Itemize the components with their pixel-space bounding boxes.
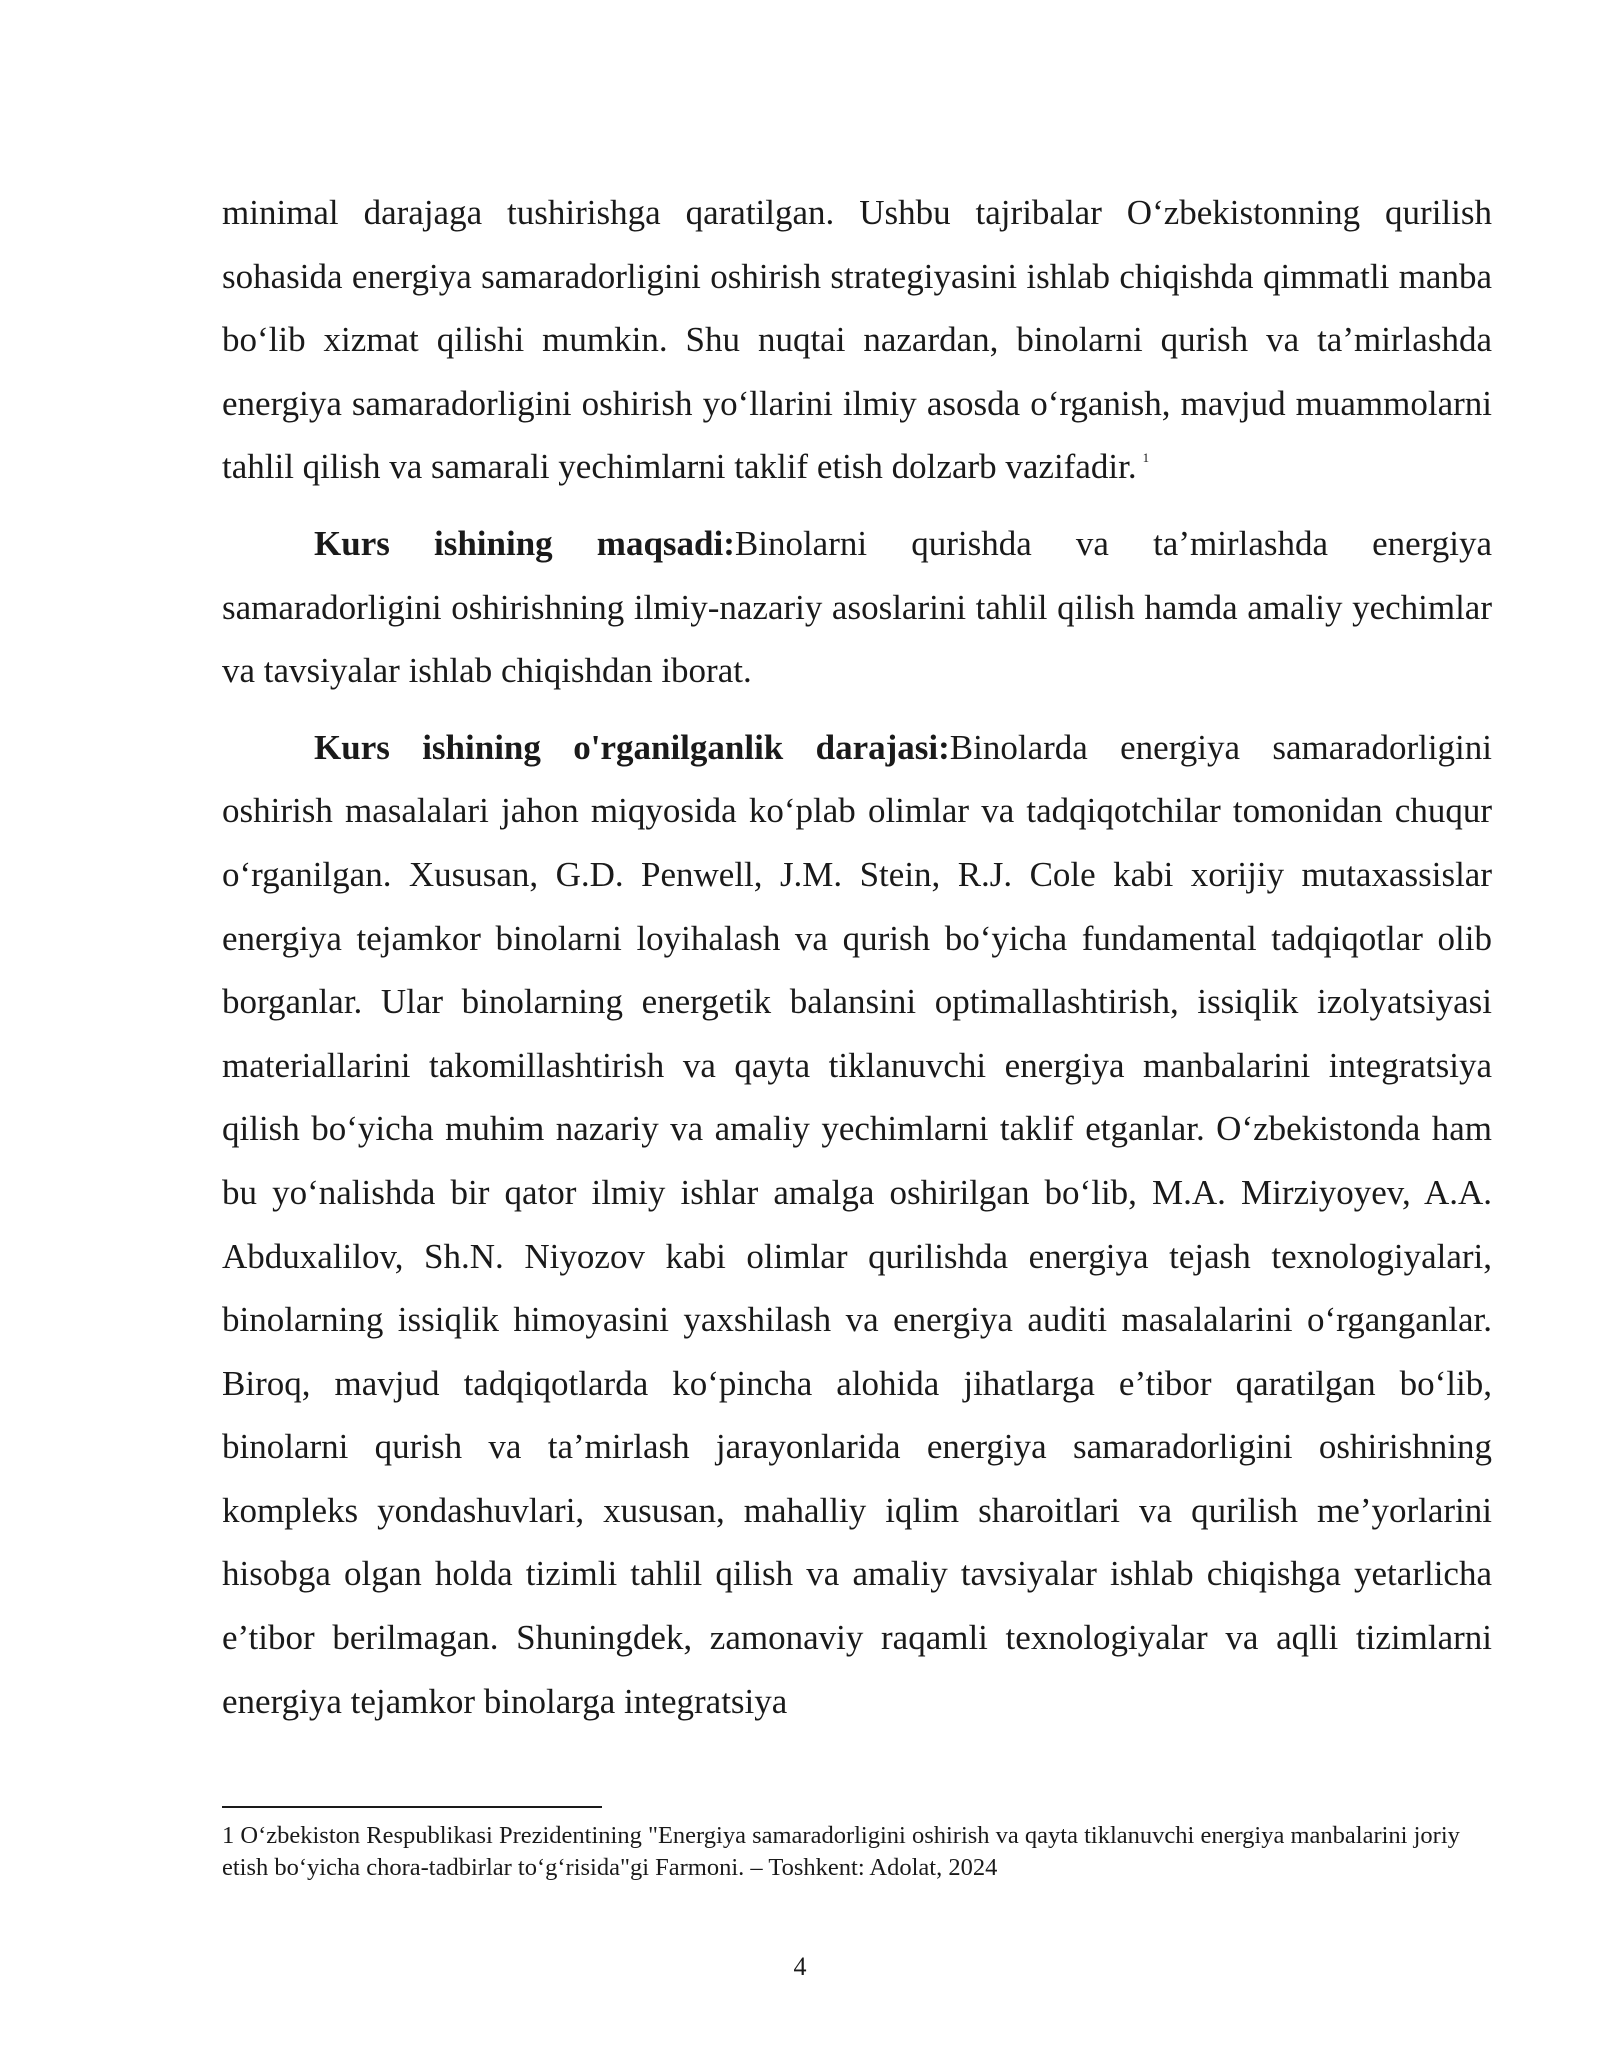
paragraph-text: Binolarda energiya samaradorligini oshirish masalalari jahon miqyosida ko‘plab olimlar va tadqiqotchilar tomonidan chuqur o‘rganilgan. Xususan, G.D. Penwell, J.M. Stein, R.J. Cole kabi xorijiy mutaxassislar energiya tejamkor binolarni loyihalash va qurish bo‘yicha fundamental tadqiqotlar olib borganlar. Ular binolarning energetik balansini optimallashtirish, issiqlik izolyatsiyasi materiallarini takomillashtirish va qayta tiklanuvchi energiya manbalarini integratsiya qilish bo‘yicha muhim nazariy va amaliy yechimlarni taklif etganlar. O‘zbekistonda ham bu yo‘nalishda bir qator ilmiy ishlar amalga oshirilgan bo‘lib, M.A. Mirziyoyev, A.A. Abduxalilov, Sh.N. Niyozov kabi olimlar qurilishda energiya tejash texnologiyalari, binolarning issiqlik himoyasini yaxshilash va energiya auditi masalalarini o‘rganganlar. Biroq, mavjud tadqiqotlarda ko‘pincha alohida jihatlarga e’tibor qaratilgan bo‘lib, binolarni qurish va ta’mirlash jarayonlarida energiya samaradorligini oshirishning kompleks yondashuvlari, xususan, mahalliy iqlim sharoitlari va qurilish me’yorlarini hisobga olgan holda tizimli tahlil qilish va amaliy tavsiyalar ishlab chiqishga yetarlicha e’tibor berilmagan. Shuningdek, zamonaviy raqamli texnologiyalar va aqlli tizimlarni energiya tejamkor binolarga integratsiya — [222, 727, 1492, 1721]
footnote-reference: 1 — [1142, 450, 1150, 466]
paragraph-continuation — [222, 181, 1492, 499]
footnote: 1 O‘zbekiston Respublikasi Prezidentining "Energiya samaradorligini oshirish va qayta tiklanuvchi energiya manbalarini joriy etish bo‘yicha chora-tadbirlar to‘g‘risida"gi Farmoni. – Toshkent: Adolat, 2024 — [222, 1822, 1460, 1881]
page-number: 4 — [793, 1952, 807, 1981]
paragraph-text: Binolarni qurishda va ta’mirlashda energiya samaradorligini oshirishning ilmiy-nazariy asoslarini tahlil qilish hamda amaliy yechimlar va tavsiyalar ishlab chiqishdan iborat. — [222, 523, 1492, 691]
inline-heading-study-level: Kurs ishining o'rganilganlik darajasi: — [314, 727, 950, 767]
paragraph-study-level — [222, 716, 1492, 1734]
body-text — [222, 181, 1492, 1746]
paragraph-goal — [222, 512, 1492, 703]
inline-heading-goal: Kurs ishining maqsadi: — [314, 523, 735, 563]
footnote-separator — [222, 1806, 602, 1808]
paragraph-text: minimal darajaga tushirishga qaratilgan. Ushbu tajribalar O‘zbekistonning qurilish sohasida energiya samaradorligini oshirish strategiyasini ishlab chiqishda qimmatli manba bo‘lib xizmat qilishi mumkin. Shu nuqtai nazardan, binolarni qurish va ta’mirlashda energiya samaradorligini oshirish yo‘llarini ilmiy asosda o‘rganish, mavjud muammolarni tahlil qilish va samarali yechimlarni taklif etish dolzarb vazifadir. — [222, 193, 1492, 487]
